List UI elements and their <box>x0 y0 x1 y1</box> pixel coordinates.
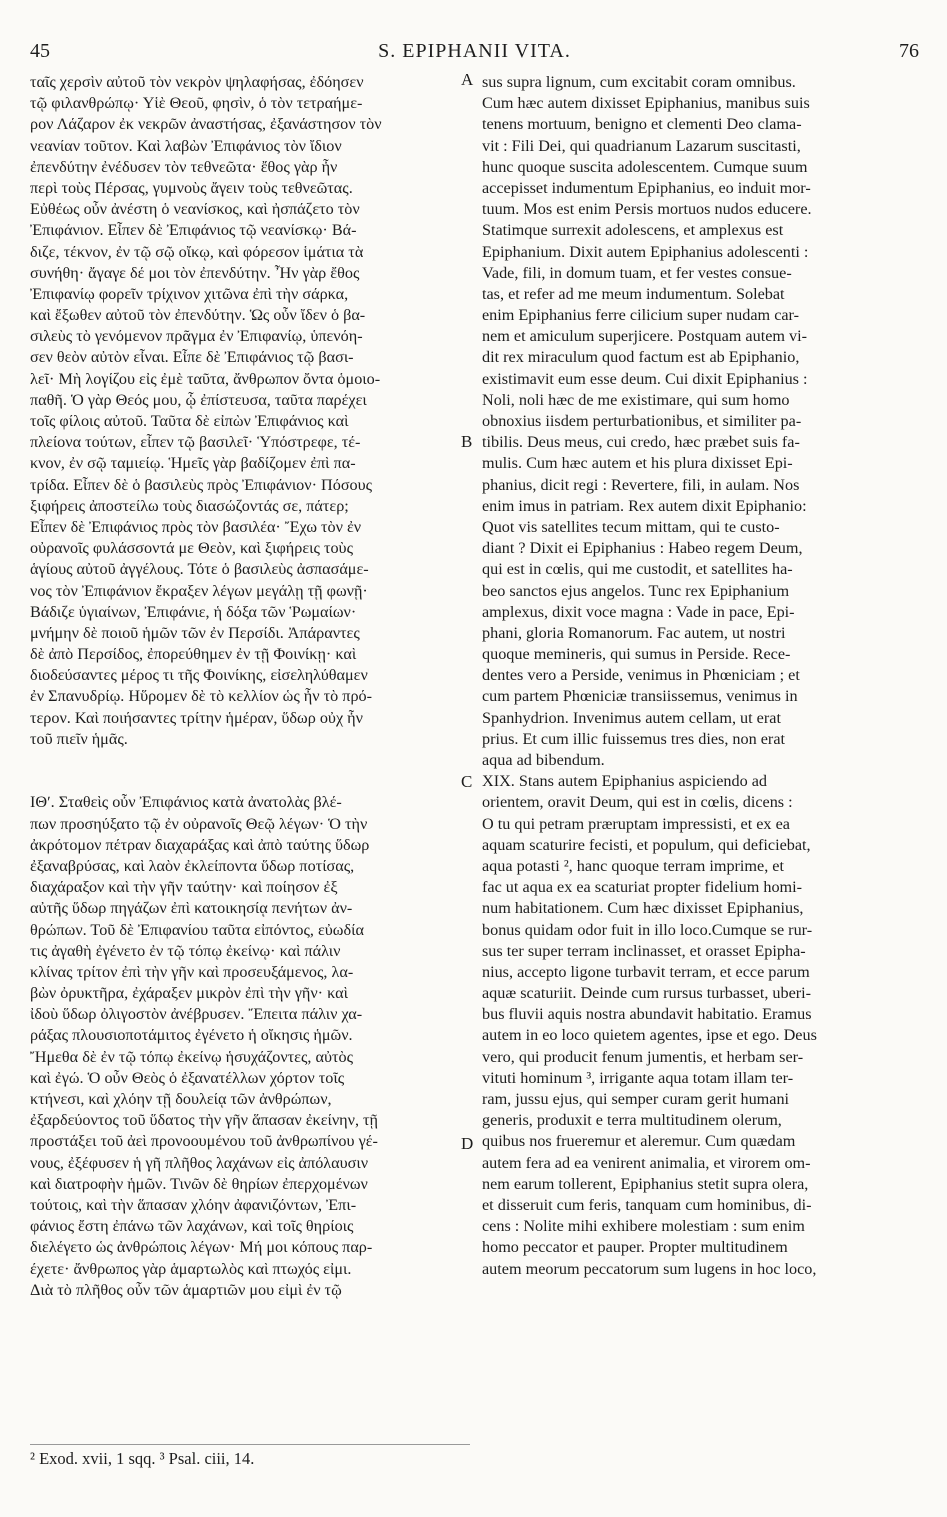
text-line: βὼν ὀρυκτῆρα, ἐχάραξεν μικρὸν ἐπὶ τὴν γῆν· καὶ <box>30 984 348 1003</box>
text-line: autem in eo loco quietem agentes, ipse et ego. Deus <box>482 1026 817 1045</box>
text-line: Εὐθέως οὖν ἀνέστη ὁ νεανίσκος, καὶ ἠσπάζετο τὸν <box>30 200 360 219</box>
text-line: ξιφήρεις ἀποστείλω τοὺς διασώζοντάς σε, πάτερ; <box>30 496 349 515</box>
text-line: διαχάραξον καὶ τὴν γῆν ταύτην· καὶ ποίησον ἐξ <box>30 878 338 897</box>
text-line: bus fluvii aquis nostra abundavit habitatio. Eramus <box>482 1005 812 1024</box>
text-line: accepisset indumentum Epiphanius, eo induit mor- <box>482 178 811 197</box>
text-line: ἰδοὺ ὕδωρ ὀλιγοστὸν ἀνέβρυσεν. Ἔπειτα πάλιν χα- <box>30 1005 363 1024</box>
text-line: παθῆ. Ὁ γὰρ Θεός μου, ᾧ ἐπίστευσα, ταῦτα παρέχει <box>30 390 367 409</box>
text-line: existimavit eum esse deum. Cui dixit Epiphanius : <box>482 369 808 388</box>
text-line: ράξας πλουσιοποτάμιτος ἐγένετο ἡ οἴκησις ἡμῶν. <box>30 1026 353 1045</box>
margin-letter-a: A <box>461 70 474 89</box>
text-line: diant ? Dixit ei Epiphanius : Habeo regem Deum, <box>482 539 803 558</box>
text-line: dentes vero a Perside, venimus in Phœniciam ; et <box>482 666 800 685</box>
text-line: vero, qui producit fenum jumentis, et herbam ser- <box>482 1047 804 1066</box>
text-line: aquæ scaturiit. Deinde cum rursus turbasset, uberi- <box>482 984 812 1003</box>
text-line: κτήνεσι, καὶ χλόην τῇ δουλείᾳ τῶν ἀνθρώπων, <box>30 1090 332 1108</box>
text-line: bonus quidam odor fuit in illo loco.Cumque se rur- <box>482 920 813 939</box>
text-line: sus supra lignum, cum excitabit coram omnibus. <box>482 73 796 91</box>
text-line: ἐξαρδεύοντος τοῦ ὕδατος τὴν γῆν ἅπασαν ἐκείνην, τῇ <box>30 1111 379 1130</box>
text-line: Spanhydrion. Invenimus autem cellam, ut erat <box>482 708 781 727</box>
text-line: O tu qui petram præruptam impressisti, et ex ea <box>482 814 790 833</box>
text-line: διζε, τέκνον, ἐν τῷ σῷ οἴκῳ, καὶ φόρεσον ἱμάτια τὰ <box>30 242 364 261</box>
text-line: vit : Fili Dei, qui quadrianum Lazarum suscitasti, <box>482 136 801 155</box>
text-line: aquam scaturire fecisti, et populum, qui deficiebat, <box>482 835 811 854</box>
text-line: Epiphanium. Dixit autem Epiphanius adolescenti : <box>482 242 809 261</box>
text-line: Διὰ τὸ πλῆθος οὖν τῶν ἁμαρτιῶν μου εἰμὶ ἐν τῷ <box>30 1280 342 1299</box>
text-line: Βάδιζε ὑγιαίνων, Ἐπιφάνιε, ἡ δόξα τῶν Ῥωμαίων· <box>30 602 357 621</box>
text-line: θρώπων. Τοῦ δὲ Ἐπιφανίου ταῦτα εἰπόντος, εὐωδία <box>30 920 364 939</box>
text-line: Statimque surrexit adolescens, et amplexus est <box>482 221 784 240</box>
text-line: qui est in cœlis, qui me custodit, et satellites ha- <box>482 560 793 579</box>
text-line: ἐν Σπανυδρίῳ. Ηὕρομεν δὲ τὸ κελλίον ὡς ἦν τὸ πρό- <box>30 687 373 706</box>
text-line: διοδεύσαντες μέρος τι τῆς Φοινίκης, εἰσεληλύθαμεν <box>30 666 368 685</box>
text-line: Noli, noli hæc de me existimare, qui sum homo <box>482 390 790 409</box>
text-line: τῷ φιλανθρώπῳ· Υἱὲ Θεοῦ, φησὶν, ὁ τὸν τετραήμε- <box>30 94 363 113</box>
text-line: φάνιος ἔστη ἐπάνω τῶν λαχάνων, καὶ τοῖς θηρίοις <box>30 1217 354 1236</box>
text-line: ταῖς χερσὶν αὐτοῦ τὸν νεκρὸν ψηλαφήσας, ἐδόησεν <box>30 73 364 91</box>
text-line: homo peccator et pauper. Propter multitudinem <box>482 1238 788 1257</box>
text-line: έχετε· ἄνθρωπος γὰρ ἁμαρτωλὸς καὶ πτωχός εἰμι. <box>30 1259 352 1278</box>
text-line: Ἐπιφανίῳ φορεῖν τρίχινον χιτῶνα ἐπὶ τὴν σάρκα, <box>30 284 349 303</box>
text-line: phanius, dicit regi : Revertere, fili, in aulam. Nos <box>482 475 800 494</box>
text-line: beo sanctos ejus angelos. Tunc rex Epiphanium <box>482 581 790 600</box>
text-line: νος τὸν Ἐπιφάνιον ἔκραξεν λέγων μεγάλῃ τῇ φωνῇ· <box>30 581 368 600</box>
text-line: tuum. Mos est enim Persis mortuos nudos educere. <box>482 200 812 219</box>
text-line: autem meorum peccatorum sum lugens in hoc loco, <box>482 1259 817 1278</box>
text-line: aqua potasti ², hanc quoque terram imprime, et <box>482 856 784 875</box>
text-line: ἀκρότομον πέτραν διαχαράξας καὶ ἀπὸ ταύτης ὕδωρ <box>30 835 370 854</box>
text-line: συνήθη· ἄγαγε δέ μοι τὸν ἐπενδύτην. Ἦν γὰρ ἔθος <box>30 263 360 282</box>
text-line: tibilis. Deus meus, cui credo, hæc præbet suis fa- <box>482 433 800 452</box>
text-line: cum partem Phœniciæ transiissemus, venimus in <box>482 687 798 706</box>
running-title: S. EPIPHANII VITA. <box>378 40 571 62</box>
page-number: 45 <box>30 40 50 62</box>
text-line: tas, et refer ad me meum indumentum. Solebat <box>482 284 785 303</box>
text-line: καὶ διατροφὴν ἡμῶν. Τινῶν δὲ θηρίων ἐπερχομένων <box>30 1174 368 1193</box>
text-line: τοῦ πιεῖν ἡμᾶς. <box>30 729 128 748</box>
text-line: τερον. Καὶ ποιήσαντες τρίτην ἡμέραν, ὕδωρ οὐχ ἦν <box>30 708 363 727</box>
text-line: autem fera ad ea venirent animalia, et virorem om- <box>482 1153 811 1172</box>
text-line: ἁγίους αὐτοῦ ἀγγέλους. Τότε ὁ βασιλεὺς ἀσπασάμε- <box>30 560 369 579</box>
text-line: obnoxius iisdem perturbationibus, et similiter pa- <box>482 412 802 430</box>
text-line: et disseruit cum feris, tanquam cum hominibus, di- <box>482 1195 812 1214</box>
text-line: νους, ἐξέφυσεν ἡ γῆ πλῆθος λαχάνων εἰς ἀπόλαυσιν <box>30 1153 369 1172</box>
text-line: σιλεὺς τὸ γενόμενον πρᾶγμα ἐν Ἐπιφανίῳ, ὑπενόη- <box>30 327 363 346</box>
text-line: κλίνας τρίτον ἐπὶ τὴν γῆν καὶ προσευξάμενος, λα- <box>30 962 354 981</box>
text-line: ΙΘʹ. Σταθεὶς οὖν Ἐπιφάνιος κατὰ ἀνατολὰς βλέ- <box>30 793 342 812</box>
margin-letter-c: C <box>461 772 473 791</box>
text-line: nius, accepto ligone turbavit terram, et ecce parum <box>482 962 810 981</box>
text-line: nem et amiculum superjicere. Postquam autem vi- <box>482 327 808 346</box>
latin-column <box>482 72 914 1280</box>
text-line: Quot vis satellites tecum mittam, qui te custo- <box>482 517 780 536</box>
text-line: quoque memineris, qui sumus in Perside. Rece- <box>482 645 791 664</box>
text-line: περὶ τοὺς Πέρσας, γυμνοὺς ἄγειν τοὺς τεθνεῶτας. <box>30 178 353 197</box>
column-number: 76 <box>899 40 919 62</box>
text-line: καὶ ἐγώ. Ὁ οὖν Θεὸς ὁ ἐξανατέλλων χόρτον τοῖς <box>30 1068 345 1087</box>
running-header <box>30 40 919 66</box>
blank-line <box>30 750 462 771</box>
text-line: prius. Et cum illic fuissemus tres dies, non erat <box>482 729 786 748</box>
text-line: ἐξαναβρύσας, καὶ λαὸν ἐκλείποντα ὕδωρ ποτίσας, <box>30 856 355 875</box>
text-line: mulis. Cum hæc autem et his plura dixisset Epi- <box>482 454 793 473</box>
greek-column <box>30 72 462 1301</box>
text-line: διελέγετο ὡς ἀνθρώποις λέγων· Μή μοι κόπους παρ- <box>30 1238 373 1257</box>
text-line: enim imus in patriam. Rex autem dixit Epiphanio: <box>482 496 807 515</box>
text-line: προστάξει τοῦ ἀεὶ προνοουμένου τοῦ ἀνθρωπίνου γέ- <box>30 1132 378 1151</box>
text-line: δὲ ἀπὸ Περσίδος, ἐπορεύθημεν ἐν τῇ Φοινίκῃ· καὶ <box>30 645 357 664</box>
text-line: sus ter super terram inclinasset, et orasset Epipha- <box>482 941 806 960</box>
text-line: Ἤμεθα δὲ ἐν τῷ τόπῳ ἐκείνῳ ἡσυχάζοντες, αὐτὸς <box>30 1047 353 1066</box>
text-line: ἐπενδύτην ἐνέδυσεν τὸν τεθνεῶτα· ἔθος γὰρ ἦν <box>30 157 338 176</box>
text-line: generis, produxit e terra multitudinem olerum, <box>482 1111 782 1130</box>
text-line: orientem, oravit Deum, qui est in cœlis, dicens : <box>482 793 793 812</box>
margin-letter-b: B <box>461 432 473 451</box>
text-line: ram, jussu ejus, qui semper curam gerit humani <box>482 1090 790 1108</box>
text-line: μνήμην δὲ ποιοῦ ἡμῶν τῶν ἐν Περσίδι. Ἀπάραντες <box>30 623 360 642</box>
text-line: vituti hominum ³, irrigante aqua totam illam ter- <box>482 1068 794 1087</box>
text-line: νεανίαν τοῦτον. Καὶ λαβὼν Ἐπιφάνιος τὸν ἴδιον <box>30 136 342 155</box>
text-line: XIX. Stans autem Epiphanius aspiciendo ad <box>482 772 768 791</box>
text-line: Ἐπιφάνιον. Εἶπεν δὲ Ἐπιφάνιος τῷ νεανίσκῳ· Βά- <box>30 221 357 240</box>
text-line: phani, gloria Romanorum. Fac autem, ut nostri <box>482 623 786 642</box>
text-line: fac ut aqua ex ea scaturiat propter fidelium homi- <box>482 878 803 897</box>
text-line: aqua ad bibendum. <box>482 751 605 769</box>
text-line: Εἶπεν δὲ Ἐπιφάνιος πρὸς τὸν βασιλέα· Ἔχω τὸν ἐν <box>30 517 362 536</box>
text-line: τις ἀγαθὴ ἐγένετο ἐν τῷ τόπῳ ἐκείνῳ· καὶ πάλιν <box>30 941 341 960</box>
text-line: πλείονα τούτων, εἶπεν τῷ βασιλεῖ· Ὑπόστρεφε, τέ- <box>30 433 361 452</box>
text-line: τούτοις, καὶ τὴν ἅπασαν χλόην ἀφανιζόντων, Ἐπι- <box>30 1195 357 1214</box>
text-line: οὐρανοῖς φυλάσσοντά με Θεὸν, καὶ ξιφήρεις τοὺς <box>30 539 353 558</box>
text-line: hunc quoque suscita adolescentem. Cumque suum <box>482 157 808 176</box>
text-line: τρίδα. Εἶπεν δὲ ὁ βασιλεὺς πρὸς Ἐπιφάνιον· Πόσους <box>30 475 373 494</box>
margin-letter-d: D <box>461 1134 474 1153</box>
text-line: λεῖ· Μὴ λογίζου εἰς ἐμὲ ταῦτα, ἄνθρωπον ὄντα ὁμοιο- <box>30 369 381 388</box>
text-line: πων προσηύξατο τῷ ἐν οὐρανοῖς Θεῷ λέγων· Ὁ τὴν <box>30 814 368 833</box>
text-line: tenens mortuum, benigno et clementi Deo clama- <box>482 115 802 134</box>
text-line: num habitationem. Cum hæc dixisset Epiphanius, <box>482 899 804 918</box>
text-line: τοῖς φίλοις αὐτοῦ. Ταῦτα δὲ εἰπὼν Ἐπιφάνιος καὶ <box>30 412 349 430</box>
text-line: cens : Nolite mihi exhibere molestiam : sum enim <box>482 1217 805 1236</box>
text-line: καὶ ἔξωθεν αὐτοῦ τὸν ἐπενδύτην. Ὡς οὖν ἴδεν ὁ βα- <box>30 306 366 325</box>
text-line: κνον, ἐν σῷ ταμιείῳ. Ἡμεῖς γὰρ βαδίζομεν ἐπὶ πα- <box>30 454 356 473</box>
text-line: Vade, fili, in domum tuam, et fer vestes consue- <box>482 263 792 282</box>
text-line: enim Epiphanius ferre cilicium super nudam car- <box>482 306 800 325</box>
footnotes: ² Exod. xvii, 1 sqq. ³ Psal. ciii, 14. <box>30 1444 470 1475</box>
text-line: Cum hæc autem dixisset Epiphanius, manibus suis <box>482 94 810 113</box>
blank-line <box>30 771 462 792</box>
text-line: σεν θεὸν αὐτὸν εἶναι. Εἶπε δὲ Ἐπιφάνιος τῷ βασι- <box>30 348 354 367</box>
text-line: ρον Λάζαρον ἐκ νεκρῶν ἀναστήσας, ἐξανάστησον τὸν <box>30 115 382 134</box>
text-line: nem earum tollerent, Epiphanius stetit supra olera, <box>482 1174 809 1193</box>
text-line: quibus nos frueremur et aleremur. Cum quædam <box>482 1132 796 1151</box>
text-line: amplexus, dixit voce magna : Vade in pace, Epi- <box>482 602 795 621</box>
text-line: αὐτῆς ὕδωρ πηγάζων ἐπὶ κατοικησίᾳ πενήτων ἀν- <box>30 899 353 918</box>
text-line: dit rex miraculum quod factum est ab Epiphanio, <box>482 348 800 367</box>
